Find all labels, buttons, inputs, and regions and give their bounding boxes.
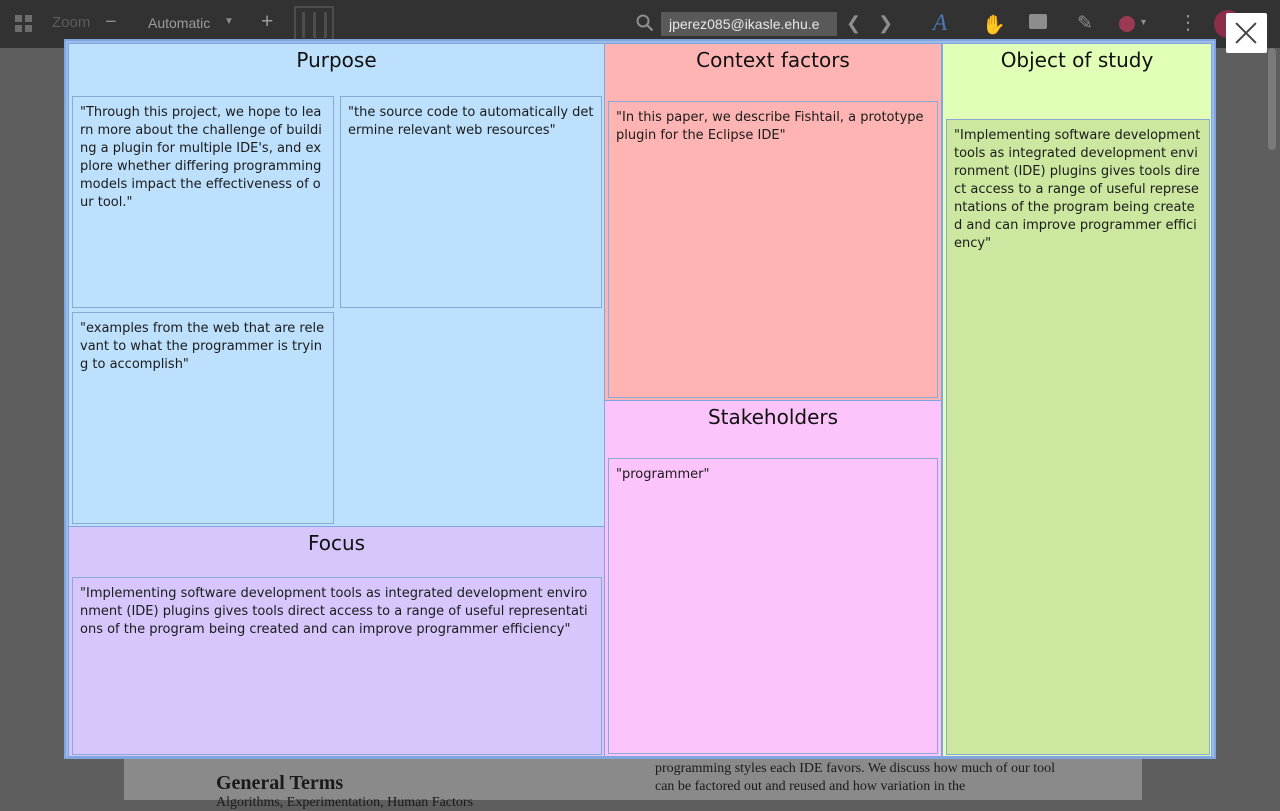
panel-title: Stakeholders [707, 405, 839, 429]
more-options-icon[interactable]: ⋮ [1178, 12, 1198, 34]
hand-tool-icon[interactable]: ✋ [982, 15, 1006, 36]
text-tool-icon[interactable]: A [933, 10, 948, 35]
note-card[interactable]: "Implementing software development tools as integrated development environment (IDE) plugins gives tools direct access to a range of useful representations of the program being created and can improve programmer efficiency" [72, 577, 602, 755]
chevron-down-icon[interactable]: ▼ [224, 16, 234, 27]
zoom-select[interactable]: Automatic [148, 15, 211, 31]
purpose-panel [68, 43, 605, 527]
note-card[interactable]: "the source code to automatically determine relevant web resources" [340, 96, 602, 308]
app-logo-icon [294, 6, 334, 42]
focus-panel [68, 526, 605, 757]
research-canvas [64, 39, 1216, 759]
color-picker-icon[interactable] [1119, 16, 1135, 32]
object-of-study-panel [942, 43, 1212, 757]
document-text-line: Algorithms, Experimentation, Human Factors [216, 795, 474, 810]
next-result-icon[interactable]: ❯ [878, 13, 894, 33]
panel-title: Context factors [696, 48, 850, 72]
stakeholders-panel [604, 400, 942, 757]
search-icon[interactable] [636, 14, 654, 32]
panel-title: Purpose [296, 48, 377, 72]
zoom-out-icon[interactable]: − [105, 11, 117, 33]
panel-title: Object of study [1000, 48, 1154, 72]
panel-title: Focus [307, 531, 366, 555]
pen-icon[interactable]: ✎ [1077, 13, 1093, 34]
zoom-in-icon[interactable]: + [261, 10, 274, 33]
context-factors-panel [604, 43, 942, 401]
note-card[interactable]: "Through this project, we hope to learn more about the challenge of building a plugin for multiple IDE's, and explore whether differing programming models impact the effectiveness of our tool." [72, 96, 334, 308]
note-card[interactable]: "Implementing software development tools as integrated development environment (IDE) plugins gives tools direct access to a range of useful representations of the program being created and can improve programmer efficiency" [946, 119, 1210, 755]
close-button[interactable] [1226, 13, 1267, 53]
note-card[interactable]: "examples from the web that are relevant to what the programmer is trying to accomplish" [72, 312, 334, 524]
zoom-label: Zoom [52, 14, 91, 31]
previous-result-icon[interactable]: ❮ [846, 13, 862, 33]
comment-icon[interactable] [1029, 14, 1047, 29]
thumbnails-grid-icon[interactable] [15, 15, 33, 33]
document-heading: General Terms [216, 772, 344, 794]
scrollbar[interactable] [1268, 48, 1276, 150]
search-input[interactable] [661, 12, 837, 36]
note-card[interactable]: "In this paper, we describe Fishtail, a prototype plugin for the Eclipse IDE" [608, 101, 938, 398]
chevron-down-icon[interactable]: ▼ [1139, 17, 1148, 27]
document-paragraph: programming styles each IDE favors. We discuss how much of our tool can be factored out and reused and how variation in the [655, 761, 1055, 794]
note-card[interactable]: "programmer" [608, 458, 938, 754]
